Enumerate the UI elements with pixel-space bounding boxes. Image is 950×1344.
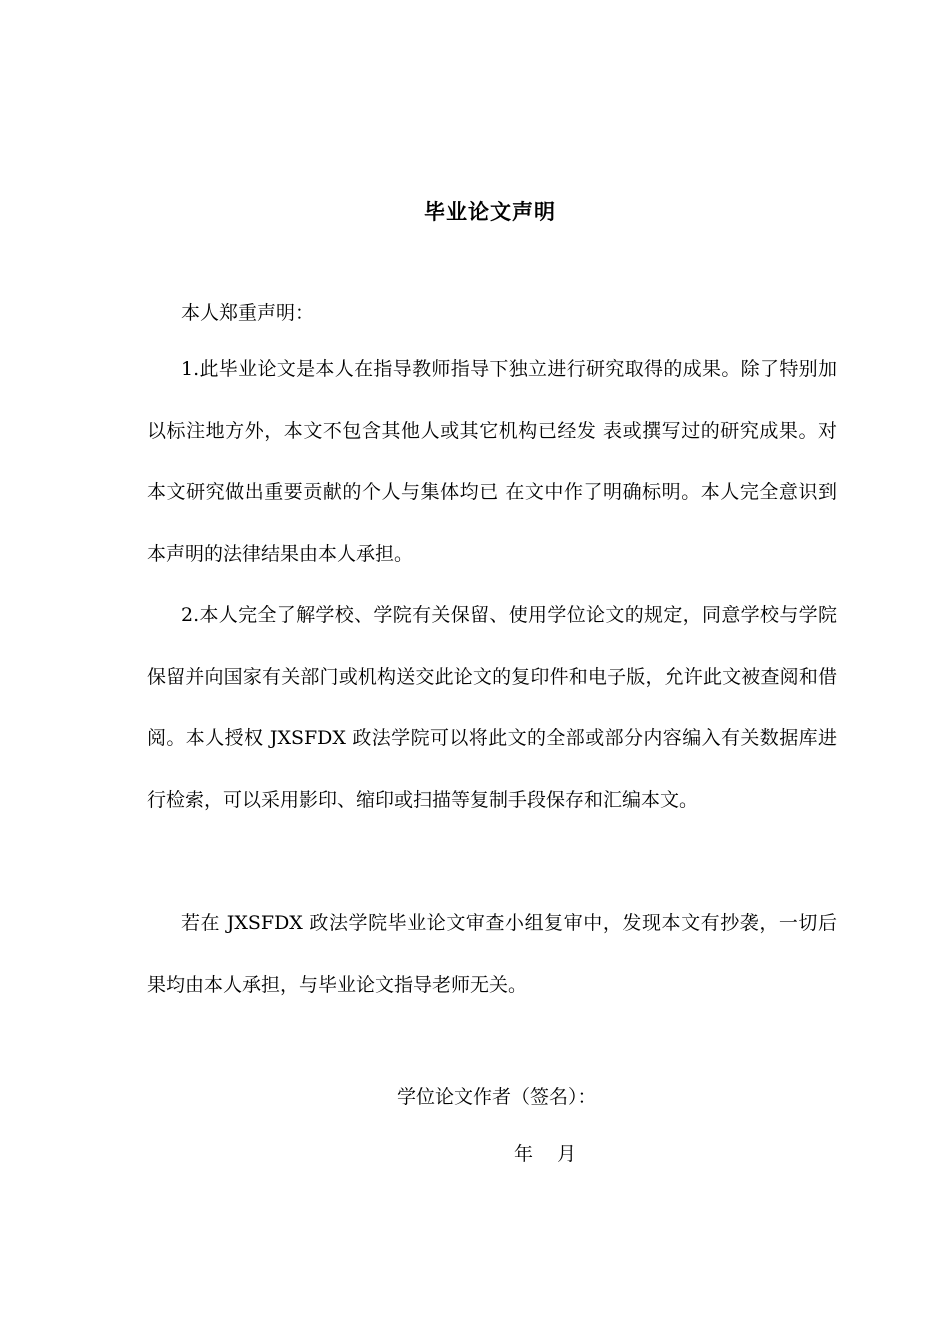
declaration-item-1-text: 1.此毕业论文是本人在指导教师指导下独立进行研究取得的成果。除了特别加以标注地方外，本文不包含其他人或其它机构已经发 表或撰写过的研究成果。对本文研究做出重要贡献的个人与集体均已 在文中作了明确标明。本人完全意识到本声明的法律结果由本人承担。 bbox=[147, 358, 837, 565]
date-label: 年 月 bbox=[514, 1143, 577, 1165]
plagiarism-clause-text: 若在 JXSFDX 政法学院毕业论文审查小组复审中，发现本文有抄袭，一切后果均由本人承担，与毕业论文指导老师无关。 bbox=[147, 912, 837, 996]
intro-text: 本人郑重声明： bbox=[181, 302, 315, 324]
page-title: 毕业论文声明 bbox=[424, 200, 556, 224]
declaration-item-2-text: 2.本人完全了解学校、学院有关保留、使用学位论文的规定，同意学校与学院保留并向国家有关部门或机构送交此论文的复印件和电子版，允许此文被查阅和借阅。本人授权 JXSFDX 政法学院可以将此文的全部或部分内容编入有关数据库进行检索，可以采用影印、缩印或扫描等复制手段保存和汇编本文。 bbox=[147, 604, 837, 811]
declaration-item-1 bbox=[147, 339, 837, 585]
intro-paragraph bbox=[147, 283, 837, 345]
author-signature-label: 学位论文作者（签名）： bbox=[397, 1086, 597, 1108]
plagiarism-clause bbox=[147, 893, 837, 1016]
declaration-item-2 bbox=[147, 585, 837, 831]
